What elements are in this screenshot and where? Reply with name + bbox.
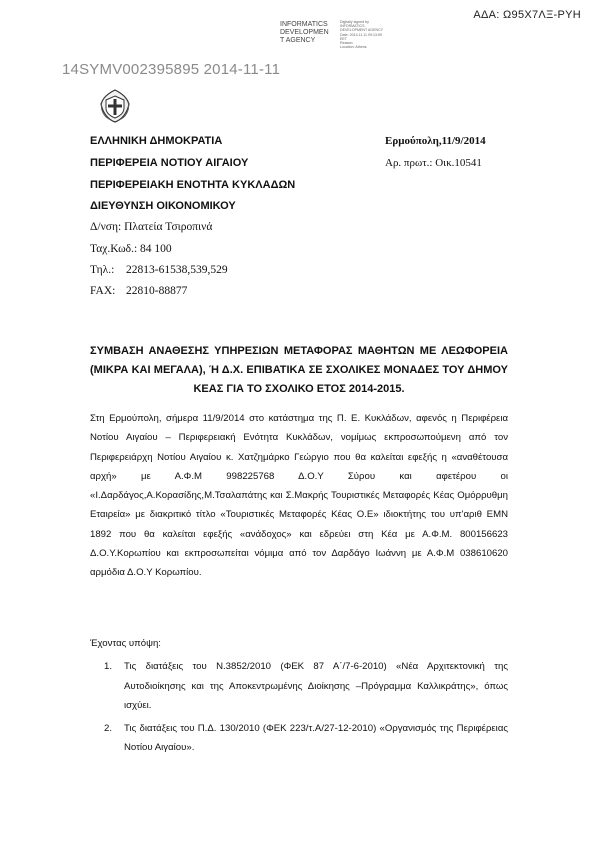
signature-meta-line: Date: 2014.11.11 09:13:59 [340,32,383,37]
header-phone: 22813-61538,539,529 [126,264,228,276]
header-postcode: Ταχ.Κωδ.: 84 100 [90,243,172,255]
having-regard-heading: Έχοντας υπόψη: [90,638,161,649]
list-item-text: Τις διατάξεις του Π.Δ. 130/2010 (ΦΕΚ 223/τ.Α/27-12-2010) «Οργανισμός της Περιφέρειας Νοτίου Αιγαίου». [124,723,508,754]
registry-stamp: 14SYMV002395895 2014-11-11 [62,61,281,78]
header-line: ΔΙΕΥΘΥΝΣΗ ΟΙΚΟΝΟΜΙΚΟΥ [90,200,236,212]
list-item [90,657,508,715]
signature-meta-line: INFORMATICS [340,24,365,29]
list-item-number: 1. [104,661,113,673]
list-item-text: Τις διατάξεις του Ν.3852/2010 (ΦΕΚ 87 Α΄/7-6-2010) «Νέα Αρχιτεκτονική της Αυτοδιοίκησης και της Αποκεντρωμένης Διοίκησης –Πρόγραμμα Καλλικράτης», όπως ισχύει. [124,661,508,711]
ada-code: ΑΔΑ: Ω95Χ7ΛΞ-ΡΥΗ [473,9,581,21]
list-item-number: 2. [104,723,113,735]
list-item [90,719,508,758]
header-phone-label: Τηλ.: [90,264,115,276]
signature-org-line: T AGENCY [280,37,316,44]
header-fax-label: FAX: [90,285,116,297]
protocol-number: Αρ. πρωτ.: Οικ.10541 [385,157,482,169]
contract-body: Στη Ερμούπολη, σήμερα 11/9/2014 στο κατάστημα της Π. Ε. Κυκλάδων, αφενός η Περιφέρεια Νοτίου Αιγαίου – Περιφερειακή Ενότητα Κυκλάδων, νομίμως εκπροσωπούμενη από τον Περιφερειάρχη Νοτίου Αιγαίου κ. Χατζημάρκο Γεώργιο που θα καλείται εφεξής η «αναθέτουσα αρχή» με Α.Φ.Μ 998225768 Δ.Ο.Υ Σύρου και αφετέρου οι «Ι.Δαρδάγος,Α.Κορασίδης,Μ.Τσαλαπάτης και Σ.Μακρής Τουριστικές Μεταφορές Κέας Ομόρρυθμη Εταιρεία» με διακριτικό τίτλο «Τουριστικές Μεταφορές Κέας Ο.Ε» ιδιοκτήτης του υπ'αριθ ΕΜΝ 1892 που θα καλείται εφεξής «ανάδοχος» και εδρεύει στη Κέα με Α.Φ.Μ. 800156623 Δ.Ο.Υ.Κορωπίου και εκπροσωπείται νόμιμα από τον Δαρδάγο Ιωάννη με Α.Φ.Μ 038610620 αρμόδια Δ.Ο.Υ Κορωπίου. [90,413,508,579]
header-fax: 22810-88877 [126,285,188,297]
signature-meta-line: DEVELOPMENT AGENCY [340,28,384,33]
document-date: Ερμούπολη,11/9/2014 [385,135,486,147]
digital-signature-meta [340,20,383,49]
header-address: Δ/νση: Πλατεία Τσιροπινά [90,221,213,233]
greek-coat-of-arms-icon [97,88,133,124]
signature-meta-line: Reason: [340,41,354,46]
document-title: ΣΥΜΒΑΣΗ ΑΝΑΘΕΣΗΣ ΥΠΗΡΕΣΙΩΝ ΜΕΤΑΦΟΡΑΣ ΜΑΘΗΤΩΝ ΜΕ ΛΕΩΦΟΡΕΙΑ (ΜΙΚΡΑ ΚΑΙ ΜΕΓΑΛΑ), Ή Δ.Χ. ΕΠΙΒΑΤΙΚΑ ΣΕ ΣΧΟΛΙΚΕΣ ΜΟΝΑΔΕΣ ΤΟΥ ΔΗΜΟΥ ΚΕΑΣ ΓΙΑ ΤΟ ΣΧΟΛΙΚΟ ΕΤΟΣ 2014-2015. [90,345,508,395]
signature-org-line: INFORMATICS [280,21,328,28]
signature-org-line: DEVELOPMEN [280,29,329,36]
header-line: ΠΕΡΙΦΕΡΕΙΑ ΝΟΤΙΟΥ ΑΙΓΑΙΟΥ [90,157,249,169]
header-line: ΠΕΡΙΦΕΡΕΙΑΚΗ ΕΝΟΤΗΤΑ ΚΥΚΛΑΔΩΝ [90,179,296,191]
signature-meta-line: Location: Athens [340,45,367,50]
header-line: ΕΛΛΗΝΙΚΗ ΔΗΜΟΚΡΑΤΙΑ [90,135,223,147]
signature-meta-line: EET [340,36,347,41]
signature-meta-line: Digitally signed by [340,20,369,24]
digital-signature-org [280,21,329,45]
